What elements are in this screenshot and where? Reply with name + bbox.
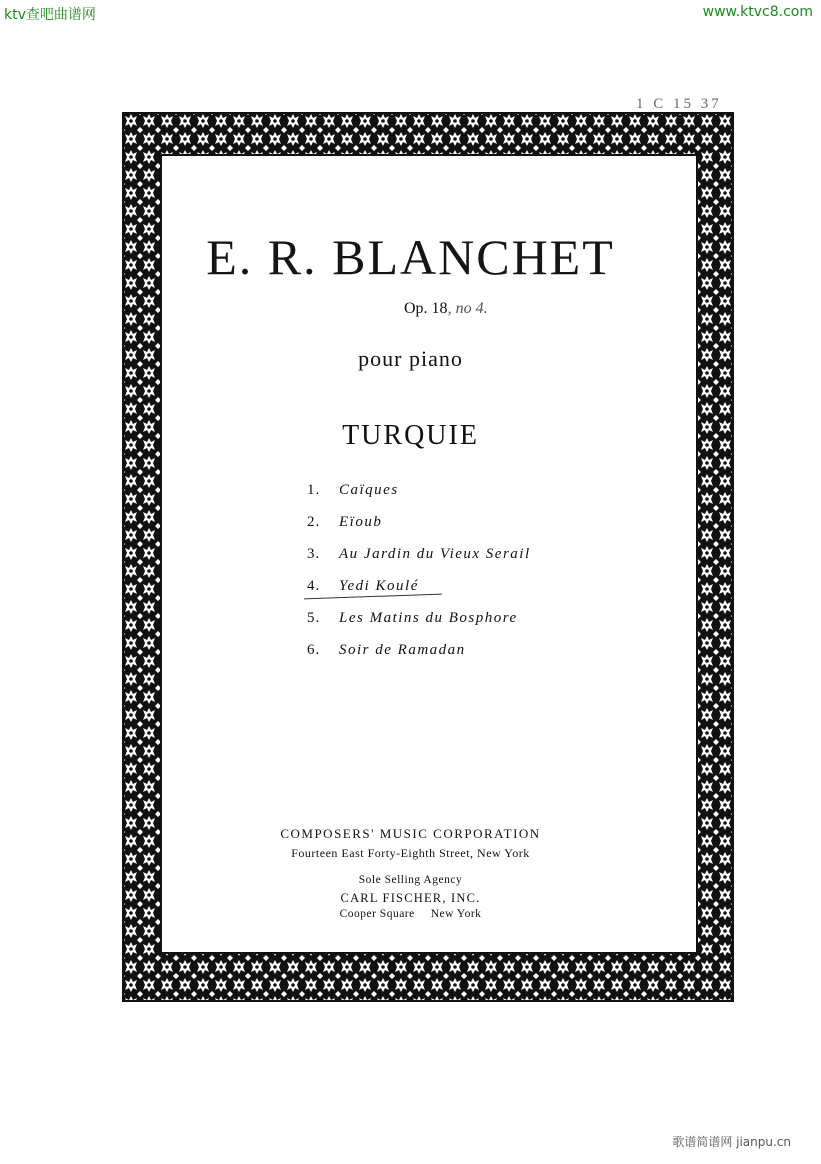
piece-number: 1. xyxy=(307,482,321,498)
agent-city: New York xyxy=(430,908,482,920)
agent-address xyxy=(0,908,821,920)
opus-label: Op. 18 xyxy=(404,300,448,317)
list-item xyxy=(307,544,531,576)
piece-title: Soir de Ramadan xyxy=(339,642,466,658)
list-item xyxy=(307,512,531,544)
opus-handwritten: , no 4. xyxy=(447,300,488,317)
piece-title: Eïoub xyxy=(339,514,383,530)
watermark-top-left: ktv查吧曲谱网 xyxy=(4,7,96,23)
piece-number: 6. xyxy=(307,642,321,658)
publisher-name: COMPOSERS' MUSIC CORPORATION xyxy=(280,826,541,841)
piece-title: Caïques xyxy=(339,482,399,498)
opus-number xyxy=(404,300,488,318)
instrument: pour piano xyxy=(358,346,463,371)
list-item xyxy=(307,640,531,672)
piece-number: 5. xyxy=(307,610,321,626)
watermark-top-right: www.ktvc8.com xyxy=(702,4,813,20)
piece-title: Les Matins du Bosphore xyxy=(339,610,518,626)
list-item xyxy=(307,576,531,608)
agency-label: Sole Selling Agency xyxy=(358,874,463,886)
work-title: TURQUIE xyxy=(342,420,479,451)
agent-street: Cooper Square xyxy=(339,908,415,920)
piece-list xyxy=(307,480,531,672)
publisher-address: Fourteen East Forty-Eighth Street, New York xyxy=(291,846,530,860)
list-item xyxy=(307,480,531,512)
agent-name: CARL FISCHER, INC. xyxy=(340,891,481,905)
piece-number: 4. xyxy=(307,578,321,594)
list-item xyxy=(307,608,531,640)
watermark-bottom-right: 歌谱简谱网 jianpu.cn xyxy=(672,1135,791,1149)
composer-name: E. R. BLANCHET xyxy=(206,229,615,285)
piece-number: 3. xyxy=(307,546,321,562)
piece-title: Yedi Koulé xyxy=(339,578,419,594)
piece-number: 2. xyxy=(307,514,321,530)
piece-title: Au Jardin du Vieux Serail xyxy=(339,546,531,562)
pencil-mark: 1 C 15 37 xyxy=(636,96,722,112)
